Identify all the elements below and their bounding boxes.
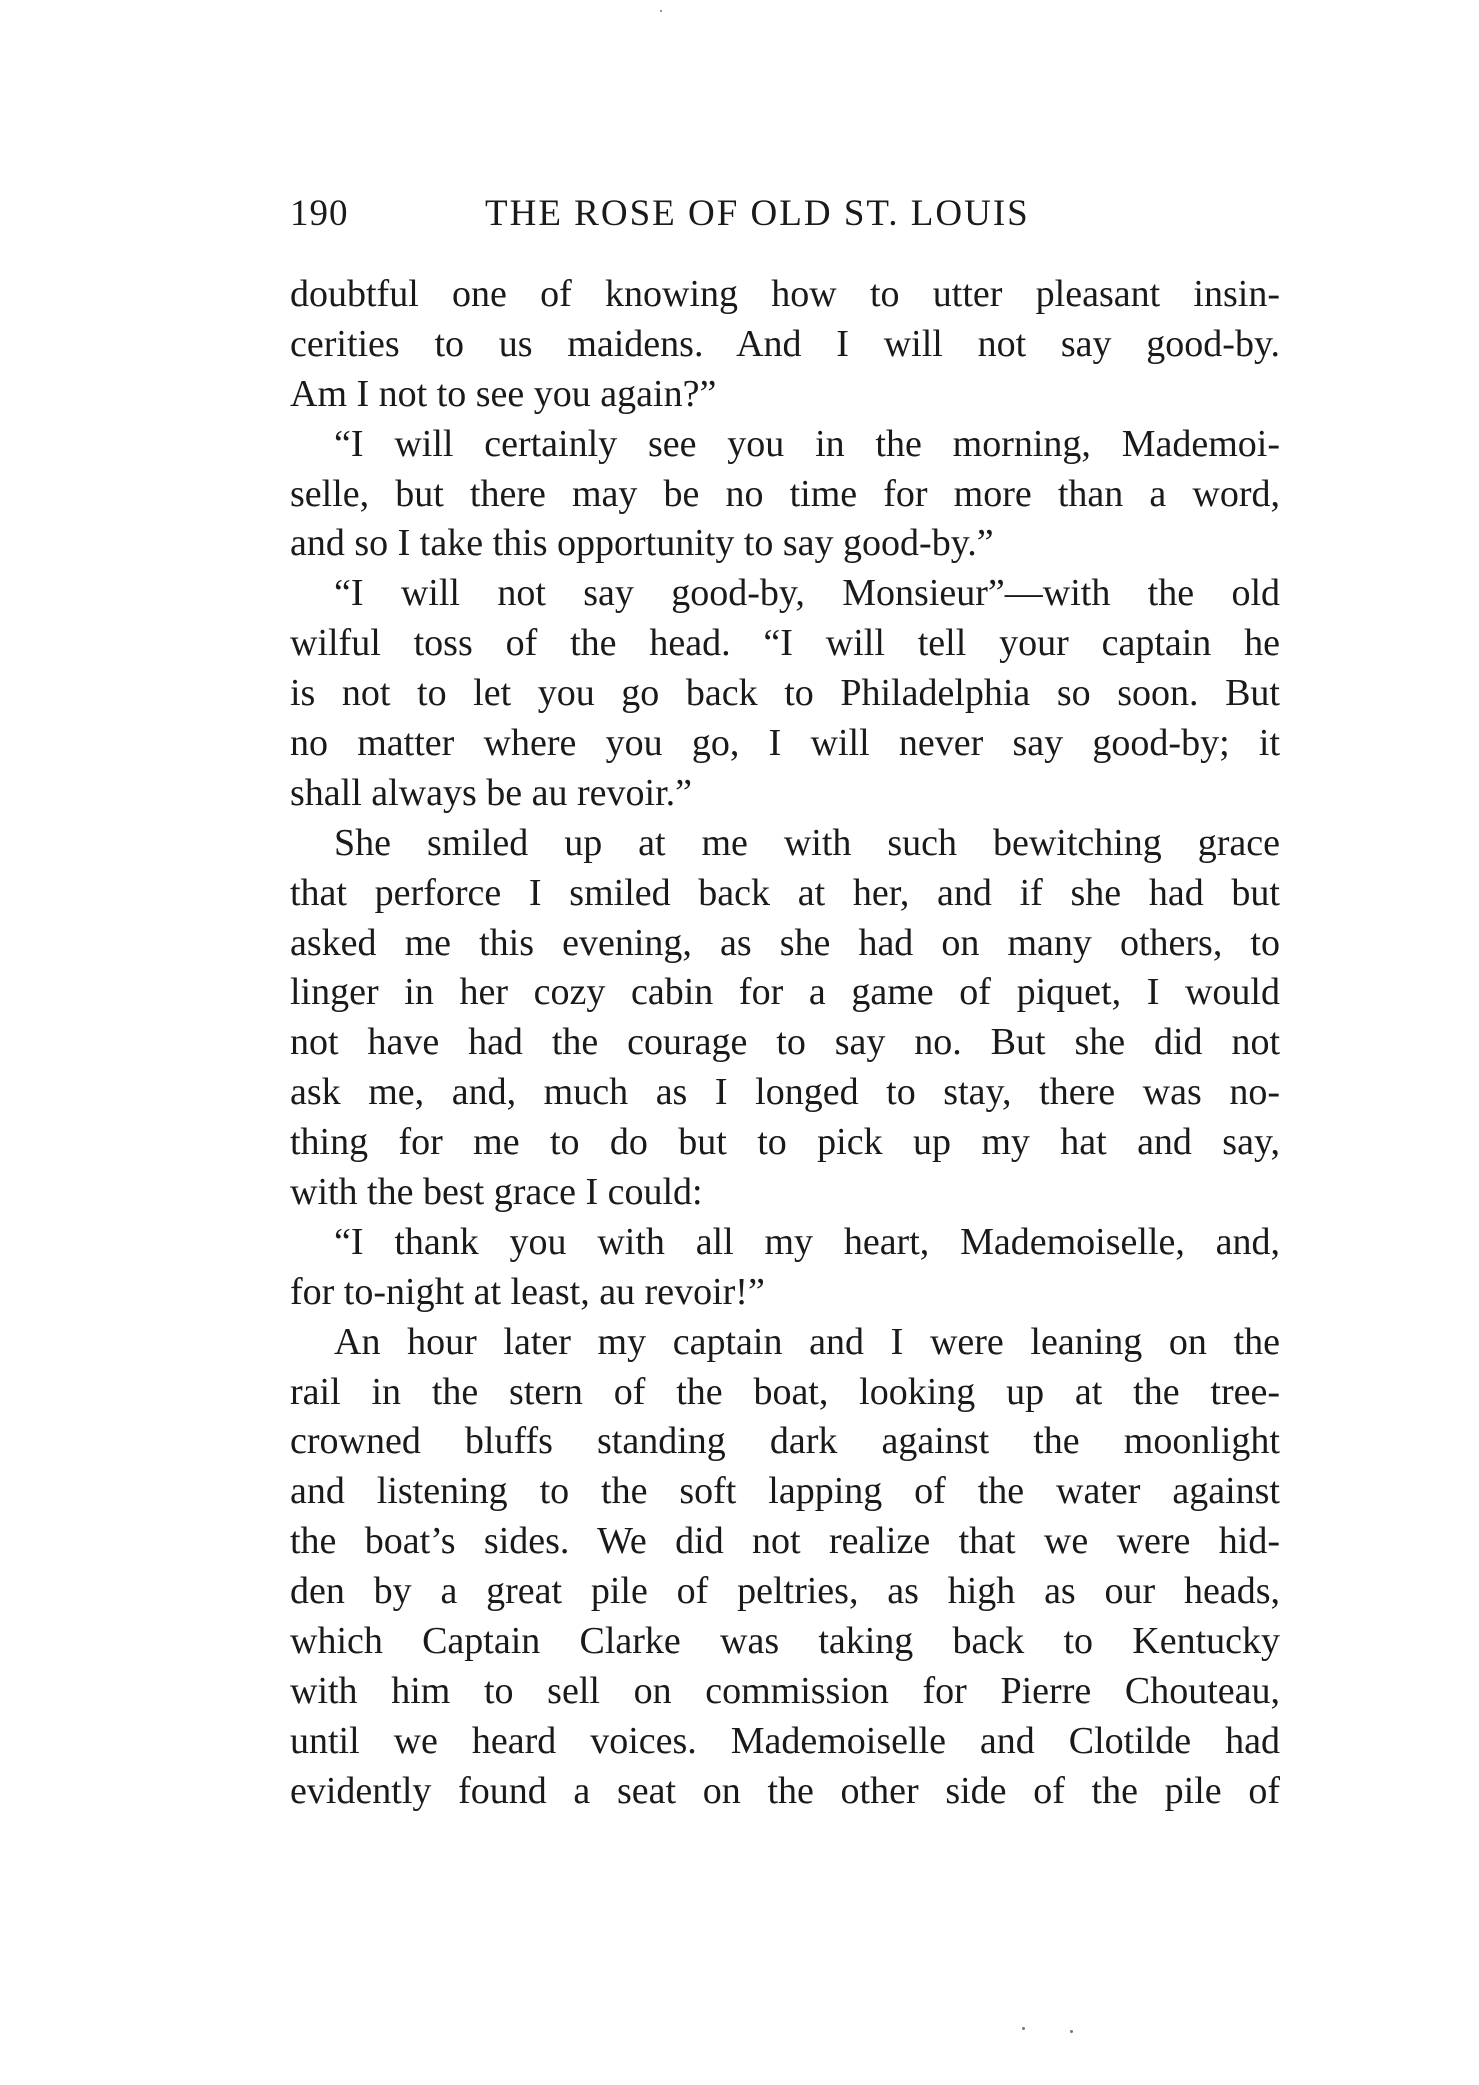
text-line: Am I not to see you again?” (290, 372, 717, 415)
text-line: and so I take this opportunity to say good-by.” (290, 522, 994, 565)
text-line: ask me, and, much as I longed to stay, there was no- (290, 1071, 1280, 1114)
text-line: is not to let you go back to Philadelphia so soon. But (290, 672, 1280, 715)
running-title: THE ROSE OF OLD ST. LOUIS (485, 193, 1030, 234)
text-line: with the best grace I could: (290, 1171, 703, 1214)
text-line: shall always be au revoir.” (290, 771, 693, 814)
text-line: doubtful one of knowing how to utter pleasant insin- (290, 273, 1280, 315)
scan-speck (1070, 2030, 1073, 2033)
text-line: with him to sell on commission for Pierre Chouteau, (290, 1669, 1280, 1712)
text-line: not have had the courage to say no. But she did not (290, 1021, 1280, 1064)
body-text (290, 270, 1280, 1817)
page-number: 190 (290, 193, 349, 234)
scan-speck (660, 10, 662, 12)
text-line: which Captain Clarke was taking back to Kentucky (290, 1620, 1280, 1663)
text-line: asked me this evening, as she had on many others, to (290, 921, 1280, 964)
text-line: crowned bluffs standing dark against the moonlight (290, 1420, 1280, 1463)
text-line: for to-night at least, au revoir!” (290, 1270, 765, 1313)
text-line: selle, but there may be no time for more than a word, (290, 472, 1280, 515)
running-head (290, 192, 1280, 242)
text-line: An hour later my captain and I were leaning on the (334, 1320, 1280, 1363)
text-line: “I will not say good-by, Monsieur”—with the old (334, 572, 1280, 615)
text-line: that perforce I smiled back at her, and if she had but (290, 871, 1280, 914)
text-line: den by a great pile of peltries, as high as our heads, (290, 1570, 1280, 1613)
text-line: linger in her cozy cabin for a game of piquet, I would (290, 971, 1280, 1014)
text-line: cerities to us maidens. And I will not say good-by. (290, 322, 1280, 365)
text-line: until we heard voices. Mademoiselle and Clotilde had (290, 1719, 1280, 1762)
text-line: “I will certainly see you in the morning, Mademoi- (334, 422, 1280, 465)
text-line: and listening to the soft lapping of the water against (290, 1470, 1280, 1513)
scan-speck (1022, 2027, 1025, 2030)
text-line: She smiled up at me with such bewitching grace (334, 821, 1280, 864)
text-line: rail in the stern of the boat, looking up at the tree- (290, 1370, 1280, 1413)
text-line: thing for me to do but to pick up my hat and say, (290, 1121, 1280, 1164)
text-line: no matter where you go, I will never say good-by; it (290, 722, 1280, 765)
text-line: the boat’s sides. We did not realize that we were hid- (290, 1520, 1280, 1563)
text-line: wilful toss of the head. “I will tell your captain he (290, 622, 1280, 665)
text-line: evidently found a seat on the other side of the pile of (290, 1769, 1280, 1812)
text-line: “I thank you with all my heart, Mademoiselle, and, (334, 1220, 1280, 1263)
